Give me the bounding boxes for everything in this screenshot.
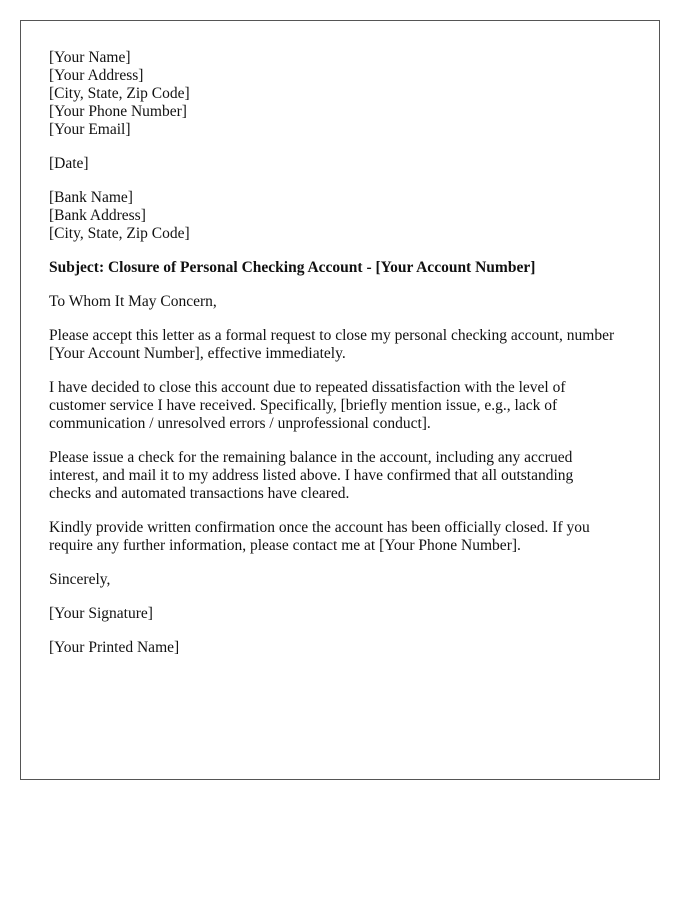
paragraph-request [49,327,649,363]
sender-block [49,49,649,139]
paragraph-balance [49,449,649,503]
letter-body [49,49,649,673]
date-block [49,155,649,173]
sender-phone: [Your Phone Number] [49,103,187,120]
letter-date: [Date] [49,155,89,172]
signature-placeholder: [Your Signature] [49,605,153,622]
letter-page [20,20,660,780]
paragraph-line: customer service I have received. Specifically, [briefly mention issue, e.g., lack of [49,397,558,414]
paragraph-confirmation [49,519,649,555]
recipient-bank-name: [Bank Name] [49,189,133,206]
paragraph-line: Please accept this letter as a formal request to close my personal checking account, number [49,327,615,344]
sender-address: [Your Address] [49,67,144,84]
paragraph-line: I have decided to close this account due to repeated dissatisfaction with the level of [49,379,566,396]
salutation: To Whom It May Concern, [49,293,217,310]
recipient-bank-address: [Bank Address] [49,207,146,224]
sender-name: [Your Name] [49,49,131,66]
paragraph-reason [49,379,649,433]
recipient-city-state-zip: [City, State, Zip Code] [49,225,190,242]
paragraph-line: communication / unresolved errors / unprofessional conduct]. [49,415,431,432]
subject-line: Subject: Closure of Personal Checking Account - [Your Account Number] [49,259,536,276]
paragraph-line: require any further information, please contact me at [Your Phone Number]. [49,537,521,554]
closing: Sincerely, [49,571,111,588]
paragraph-line: Please issue a check for the remaining balance in the account, including any accrued [49,449,573,466]
paragraph-line: Kindly provide written confirmation once the account has been officially closed. If you [49,519,590,536]
printed-name: [Your Printed Name] [49,639,180,656]
sender-email: [Your Email] [49,121,131,138]
sender-city-state-zip: [City, State, Zip Code] [49,85,190,102]
paragraph-line: [Your Account Number], effective immediately. [49,345,346,362]
paragraph-line: checks and automated transactions have cleared. [49,485,350,502]
paragraph-line: interest, and mail it to my address listed above. I have confirmed that all outstanding [49,467,574,484]
recipient-block [49,189,649,243]
